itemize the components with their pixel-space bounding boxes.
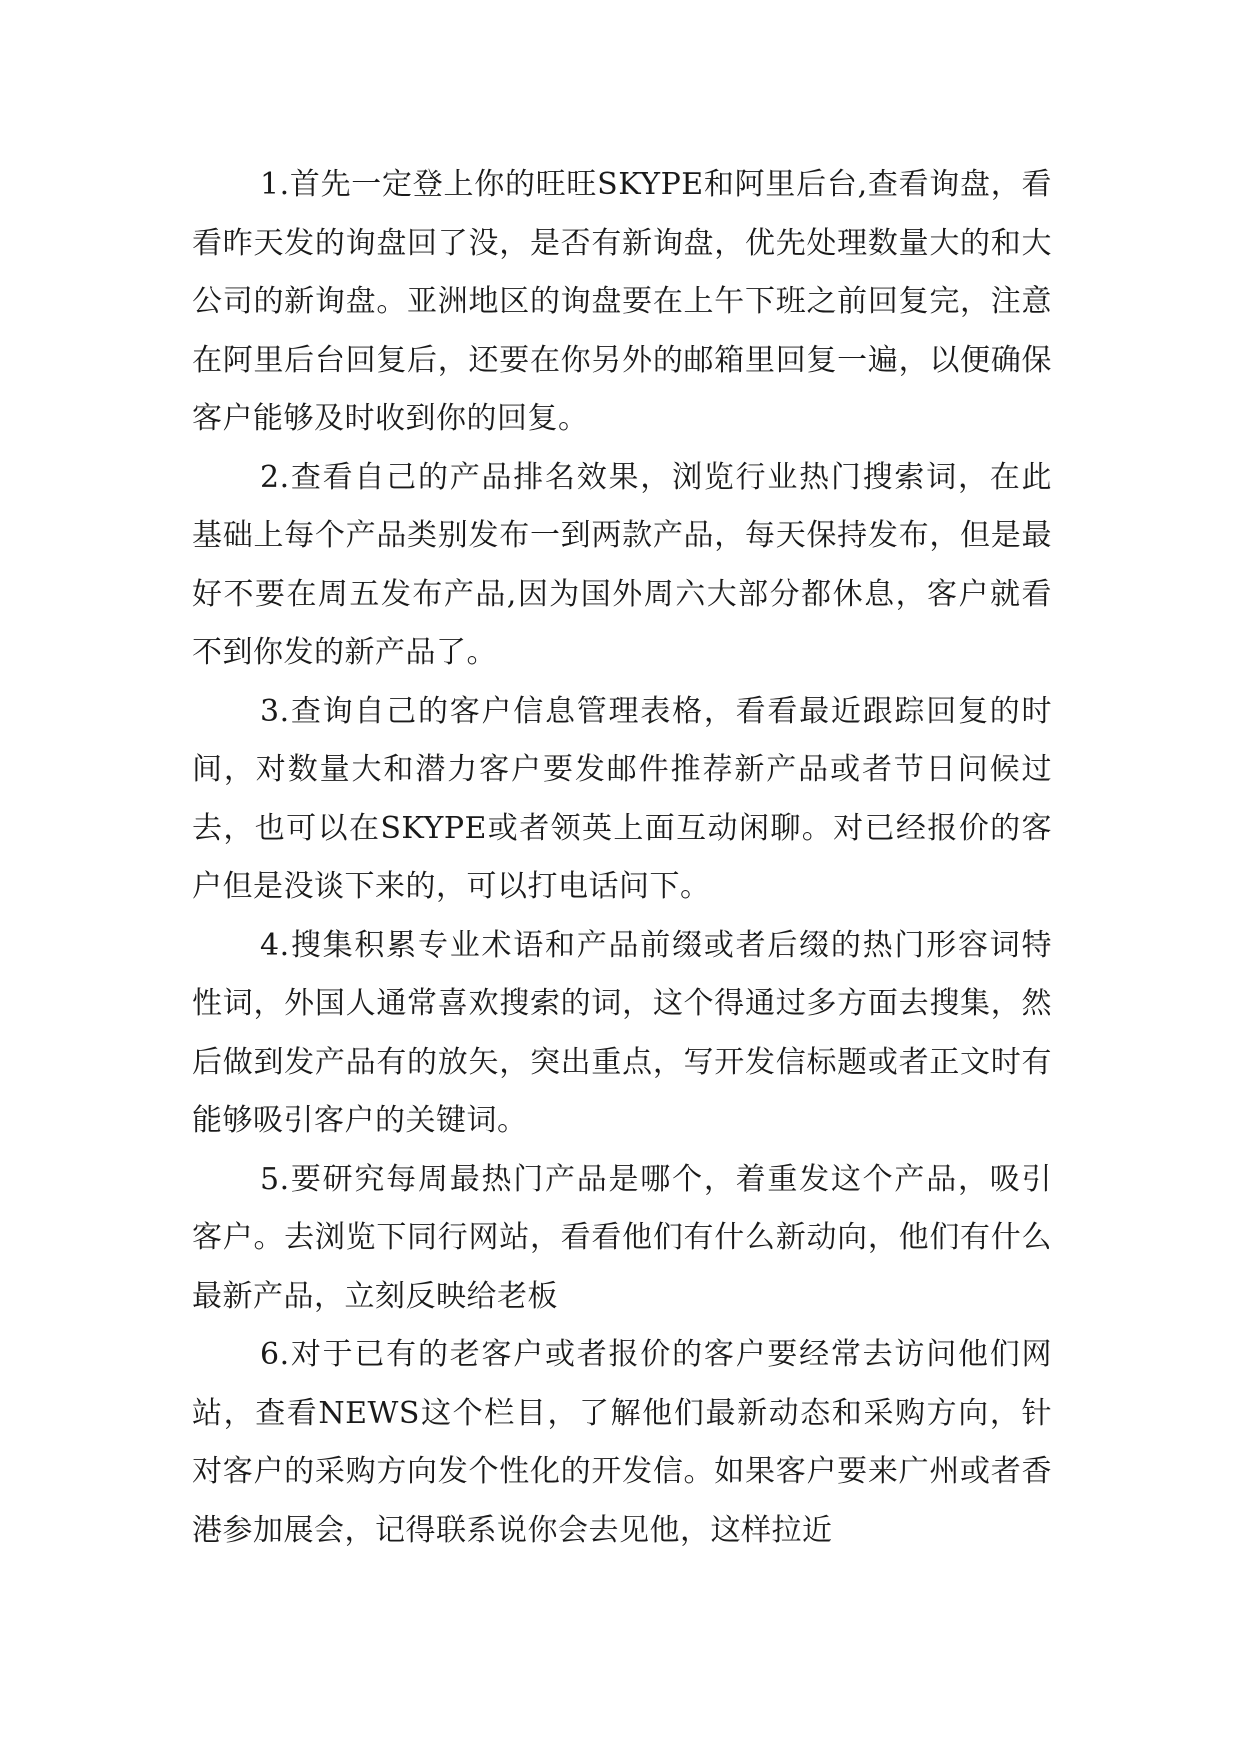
paragraph-4: 4.搜集积累专业术语和产品前缀或者后缀的热门形容词特性词，外国人通常喜欢搜索的词，这个得通过多方面去搜集，然后做到发产品有的放矢，突出重点，写开发信标题或者正文时有能够吸引客户的关键词。: [192, 927, 1052, 1138]
paragraph-1: 1.首先一定登上你的旺旺SKYPE和阿里后台,查看询盘，看看昨天发的询盘回了没，是否有新询盘，优先处理数量大的和大公司的新询盘。亚洲地区的询盘要在上午下班之前回复完，注意在阿里后台回复后，还要在你另外的邮箱里回复一遍，以便确保客户能够及时收到你的回复。: [192, 167, 1052, 436]
paragraph-6: 6.对于已有的老客户或者报价的客户要经常去访问他们网站，查看NEWS这个栏目，了解他们最新动态和采购方向，针对客户的采购方向发个性化的开发信。如果客户要来广州或者香港参加展会，记得联系说你会去见他，这样拉近: [192, 1337, 1052, 1548]
paragraph-2: 2.查看自己的产品排名效果，浏览行业热门搜索词，在此基础上每个产品类别发布一到两款产品，每天保持发布，但是最好不要在周五发布产品,因为国外周六大部分都休息，客户就看不到你发的新产品了。: [192, 459, 1052, 670]
document-page: [192, 156, 1052, 1560]
paragraph-5: 5.要研究每周最热门产品是哪个，着重发这个产品，吸引客户。去浏览下同行网站，看看他们有什么新动向，他们有什么最新产品，立刻反映给老板: [192, 1161, 1052, 1314]
paragraph-3: 3.查询自己的客户信息管理表格，看看最近跟踪回复的时间，对数量大和潜力客户要发邮件推荐新产品或者节日问候过去，也可以在SKYPE或者领英上面互动闲聊。对已经报价的客户但是没谈下来的，可以打电话问下。: [192, 693, 1052, 904]
